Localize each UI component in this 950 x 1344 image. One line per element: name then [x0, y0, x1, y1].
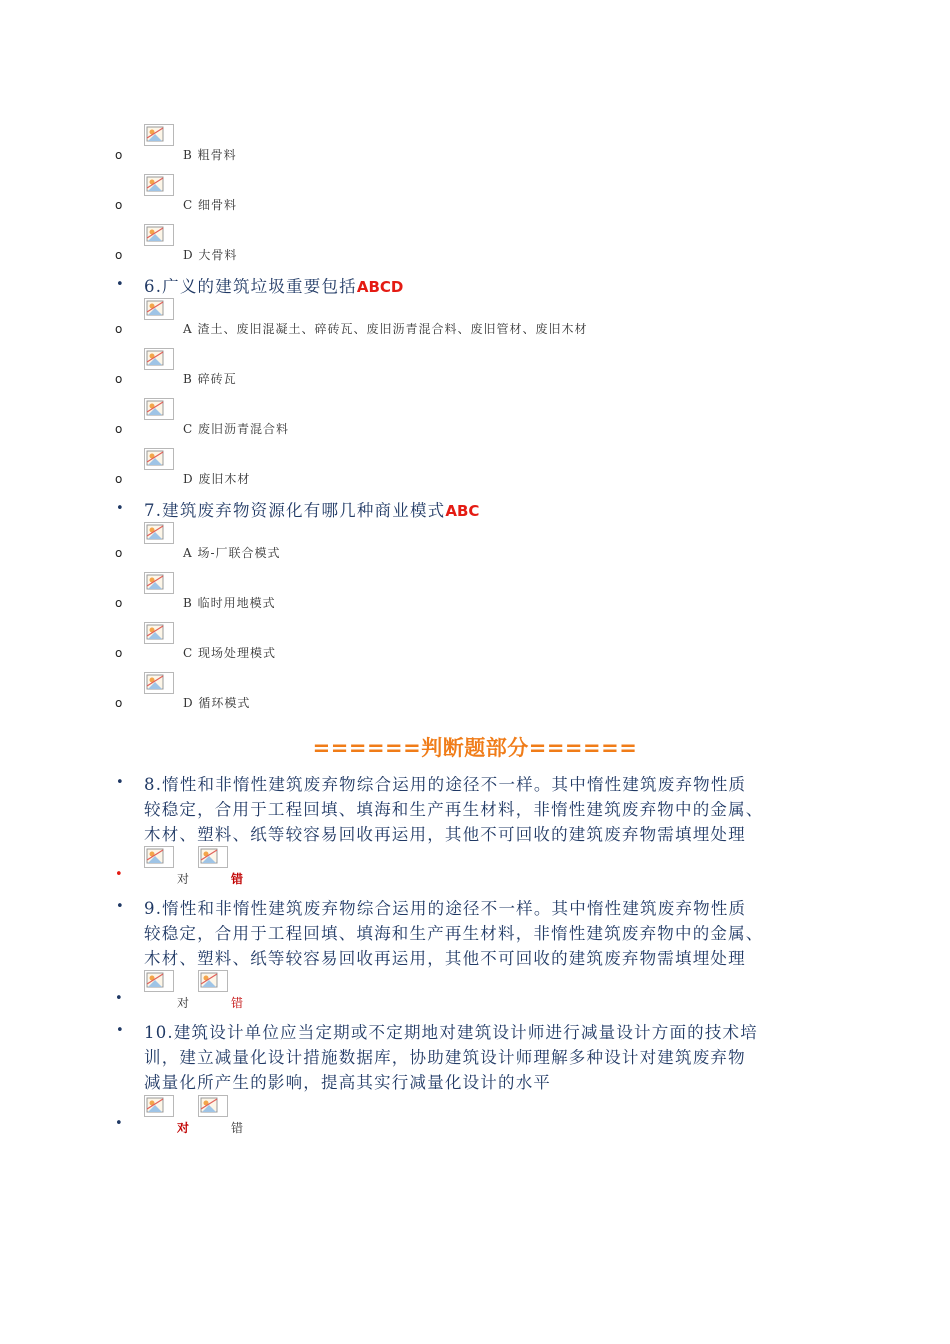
option-text: D 循环模式	[183, 696, 251, 710]
question-bullet: •	[116, 1023, 124, 1038]
section-title: ======判断题部分======	[312, 736, 638, 760]
option-text: B 碎砖瓦	[183, 372, 237, 386]
question-line: 木材、塑料、纸等较容易回收再运用，其他不可回收的建筑废弃物需填埋处理	[144, 825, 746, 844]
broken-image-icon	[144, 124, 174, 146]
option-text: B 粗骨料	[183, 148, 237, 162]
answer-key: ABC	[445, 502, 480, 520]
option-text: C 废旧沥青混合料	[183, 422, 289, 436]
true-option[interactable]: 对	[177, 872, 190, 886]
answer-bullet: •	[115, 991, 123, 1006]
question-text	[144, 274, 814, 300]
question-stem: 7.建筑废弃物资源化有哪几种商业模式	[144, 501, 446, 520]
broken-image-icon	[144, 174, 174, 196]
option-q5-d[interactable]	[0, 224, 950, 268]
broken-image-icon	[144, 622, 174, 644]
broken-image-icon	[144, 970, 174, 992]
question-bullet: •	[116, 277, 124, 292]
option-text: D 废旧木材	[183, 472, 251, 486]
option-bullet: o	[115, 198, 123, 212]
broken-image-icon	[198, 970, 228, 992]
broken-image-icon	[198, 1095, 228, 1117]
option-q5-b[interactable]	[0, 124, 950, 168]
option-q7-d[interactable]	[0, 672, 950, 716]
option-bullet: o	[115, 646, 123, 660]
option-q7-b[interactable]	[0, 572, 950, 616]
option-q5-c[interactable]	[0, 174, 950, 218]
option-q7-a[interactable]	[0, 522, 950, 566]
option-bullet: o	[115, 248, 123, 262]
option-bullet: o	[115, 472, 123, 486]
broken-image-icon	[144, 448, 174, 470]
option-q6-c[interactable]	[0, 398, 950, 442]
question-line: 减量化所产生的影响，提高其实行减量化设计的水平	[144, 1073, 552, 1092]
false-option[interactable]: 错	[231, 1121, 244, 1135]
broken-image-icon	[144, 298, 174, 320]
tf-answer-row-8	[0, 846, 950, 886]
question-line: 训，建立减量化设计措施数据库，协助建筑设计师理解多种设计对建筑废弃物	[144, 1048, 746, 1067]
false-option[interactable]: 错	[231, 872, 244, 886]
option-text: A 渣土、废旧混凝土、碎砖瓦、废旧沥青混合料、废旧管材、废旧木材	[183, 322, 588, 336]
true-option[interactable]: 对	[177, 1121, 190, 1135]
question-bullet: •	[116, 899, 124, 914]
true-option[interactable]: 对	[177, 996, 190, 1010]
option-q6-b[interactable]	[0, 348, 950, 392]
broken-image-icon	[144, 1095, 174, 1117]
question-text	[144, 498, 814, 524]
option-bullet: o	[115, 596, 123, 610]
option-bullet: o	[115, 372, 123, 386]
option-text: D 大骨料	[183, 248, 238, 262]
question-bullet: •	[116, 501, 124, 516]
question-line: 较稳定，合用于工程回填、填海和生产再生材料，非惰性建筑废弃物中的金属、	[144, 924, 764, 943]
broken-image-icon	[144, 522, 174, 544]
broken-image-icon	[144, 846, 174, 868]
false-option[interactable]: 错	[231, 996, 244, 1010]
option-text: A 场-厂联合模式	[183, 546, 281, 560]
answer-key: ABCD	[356, 278, 404, 296]
broken-image-icon	[198, 846, 228, 868]
question-line: 8.惰性和非惰性建筑废弃物综合运用的途径不一样。其中惰性建筑废弃物性质	[144, 775, 747, 794]
question-line: 9.惰性和非惰性建筑废弃物综合运用的途径不一样。其中惰性建筑废弃物性质	[144, 899, 747, 918]
option-bullet: o	[115, 322, 123, 336]
tf-answer-row-10	[0, 1095, 950, 1135]
answer-bullet: •	[115, 1116, 123, 1131]
option-text: B 临时用地模式	[183, 596, 276, 610]
broken-image-icon	[144, 398, 174, 420]
question-line: 较稳定，合用于工程回填、填海和生产再生材料，非惰性建筑废弃物中的金属、	[144, 800, 764, 819]
option-q7-c[interactable]	[0, 622, 950, 666]
option-text: C 现场处理模式	[183, 646, 276, 660]
question-stem: 6.广义的建筑垃圾重要包括	[144, 277, 357, 296]
option-bullet: o	[115, 696, 123, 710]
tf-answer-row-9	[0, 970, 950, 1010]
question-line: 10.建筑设计单位应当定期或不定期地对建筑设计师进行减量设计方面的技术培	[144, 1023, 758, 1042]
option-q6-d[interactable]	[0, 448, 950, 492]
option-bullet: o	[115, 546, 123, 560]
question-bullet: •	[116, 775, 124, 790]
option-bullet: o	[115, 148, 123, 162]
answer-bullet: •	[115, 867, 123, 882]
broken-image-icon	[144, 224, 174, 246]
broken-image-icon	[144, 672, 174, 694]
option-bullet: o	[115, 422, 123, 436]
option-text: C 细骨料	[183, 198, 237, 212]
question-line: 木材、塑料、纸等较容易回收再运用，其他不可回收的建筑废弃物需填埋处理	[144, 949, 746, 968]
broken-image-icon	[144, 348, 174, 370]
broken-image-icon	[144, 572, 174, 594]
option-q6-a[interactable]	[0, 298, 950, 342]
